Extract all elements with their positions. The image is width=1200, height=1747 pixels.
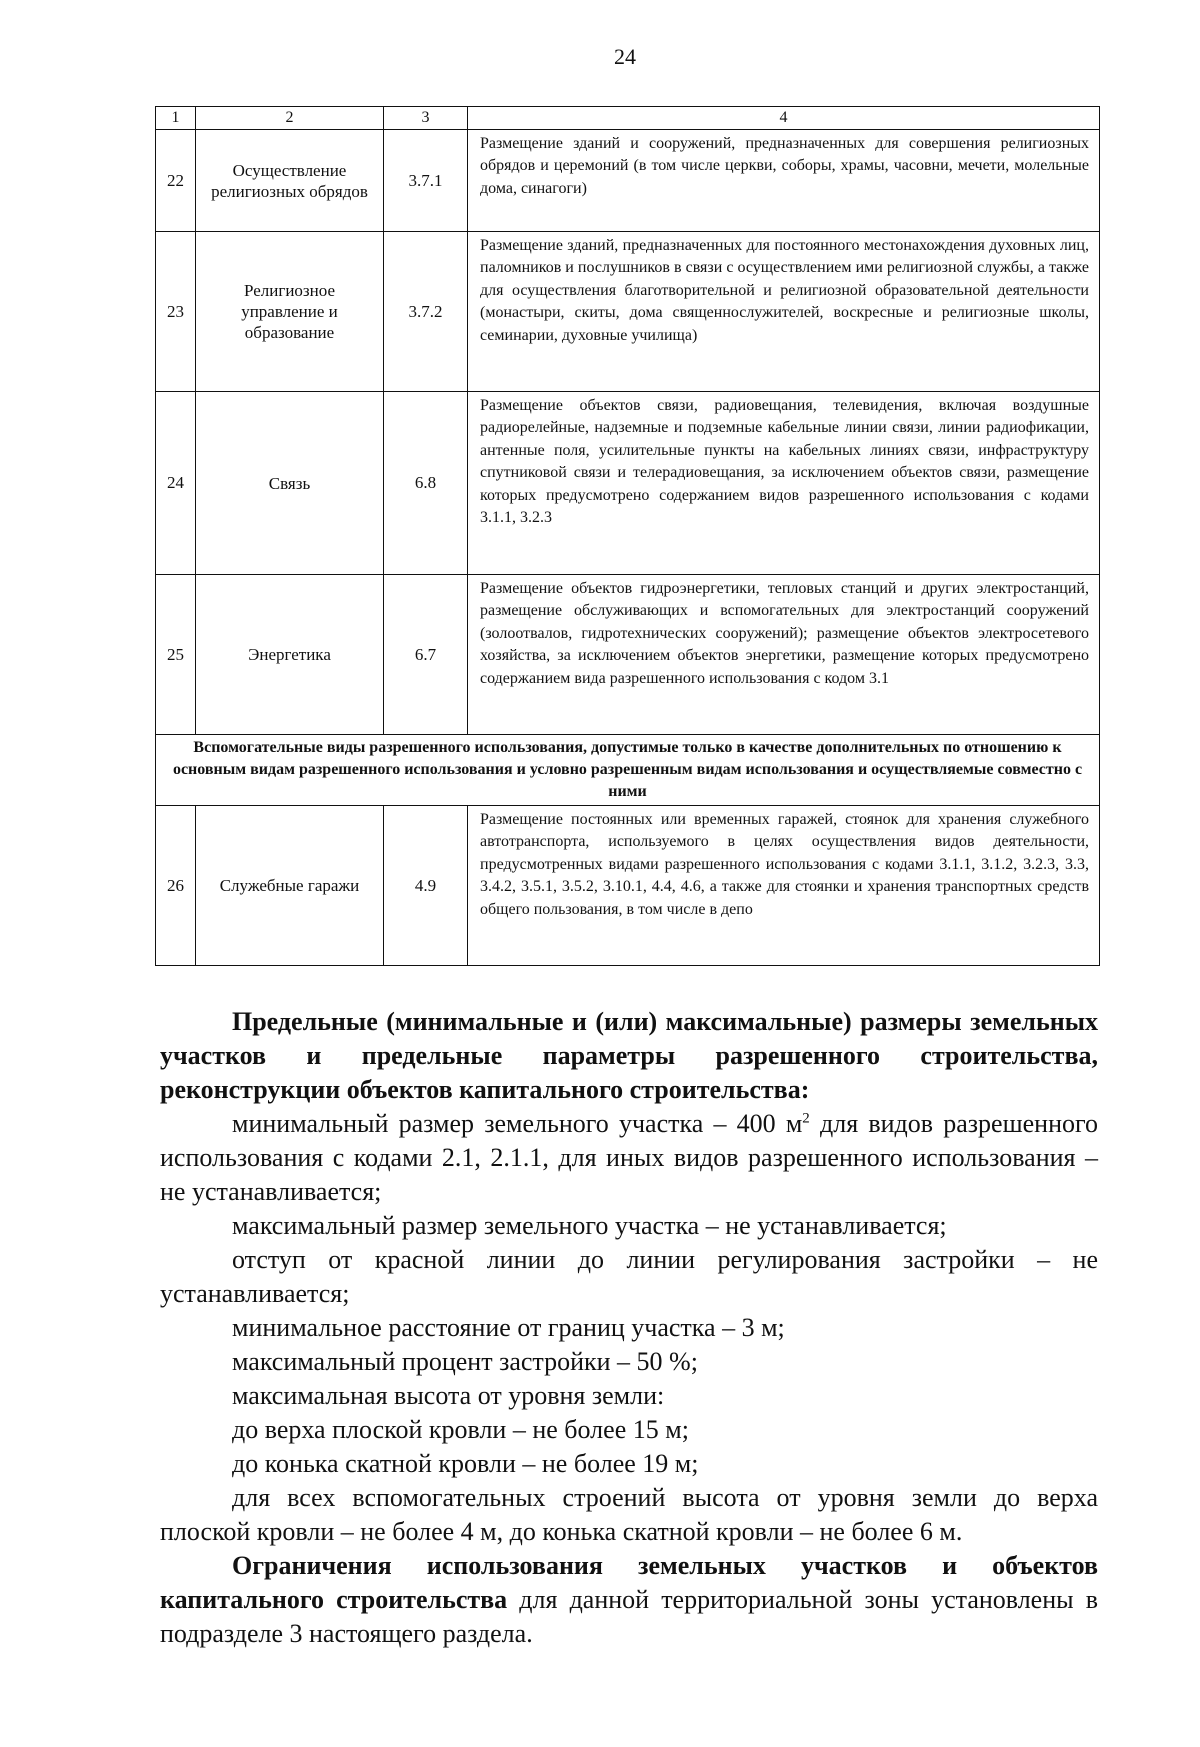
table-header-row	[156, 107, 1100, 130]
restrictions-text: для данной территориальной зоны установлены в подразделе 3 настоящего раздела.	[160, 1585, 1098, 1648]
limits-heading: Предельные (минимальные и (или) максимальные) размеры земельных участков и предельные параметры разрешенного строительства, реконструкции объектов капитального строительства:	[160, 1007, 1098, 1104]
description-text: Размещение объектов связи, радиовещания, телевидения, включая воздушные радиорелейные, надземные и подземные кабельные линии связи, линии радиофикации, антенные поля, усилительные пункты на кабельных линиях связи, инфраструктуру спутниковой связи и телерадиовещания, за исключением объектов связи, размещение которых предусмотрено содержанием видов разрешенного использования с кодами 3.1.1, 3.2.3	[480, 397, 1089, 527]
max-coverage-paragraph: максимальный процент застройки – 50 %;	[232, 1347, 698, 1376]
pitched-roof-paragraph: до конька скатной кровли – не более 19 м;	[232, 1449, 699, 1478]
use-type-name: Энергетика	[196, 575, 384, 735]
limits-section	[160, 1005, 1098, 1651]
min-distance-paragraph: минимальное расстояние от границ участка – 3 м;	[232, 1313, 785, 1342]
use-type-name: Осуществление религиозных обрядов	[196, 130, 384, 232]
description-text: Размещение зданий и сооружений, предназначенных для совершения религиозных обрядов и церемоний (в том числе церкви, соборы, храмы, часовни, мечети, молельные дома, синагоги)	[480, 135, 1089, 197]
setback-paragraph: отступ от красной линии до линии регулирования застройки – не устанавливается;	[160, 1245, 1098, 1308]
row-number: 24	[156, 392, 196, 575]
min-area-paragraph	[160, 1107, 1098, 1209]
use-type-code: 3.7.2	[384, 232, 468, 392]
auxiliary-uses-heading: Вспомогательные виды разрешенного использования, допустимые только в качестве дополнительных по отношению к основным видам разрешенного использования и условно разрешенным видам использования и осуществляемые совместно с ними	[156, 735, 1100, 806]
restrictions-paragraph	[160, 1549, 1098, 1651]
section-header-row	[156, 735, 1100, 806]
use-type-description	[468, 232, 1100, 392]
table-row	[156, 130, 1100, 232]
area-unit-superscript: 2	[802, 1110, 810, 1127]
use-type-description	[468, 575, 1100, 735]
use-type-name: Религиозное управление и образование	[196, 232, 384, 392]
table-row	[156, 575, 1100, 735]
restrictions-bold: Ограничения использования земельных участков и объектов капитального строительства	[160, 1551, 1098, 1614]
table-row	[156, 806, 1100, 966]
column-header: 1	[156, 107, 196, 130]
use-type-code: 3.7.1	[384, 130, 468, 232]
column-header: 4	[468, 107, 1100, 130]
use-type-code: 6.7	[384, 575, 468, 735]
table-row	[156, 392, 1100, 575]
use-type-code: 4.9	[384, 806, 468, 966]
land-use-table	[155, 106, 1100, 966]
max-area-paragraph: максимальный размер земельного участка – не устанавливается;	[232, 1211, 947, 1240]
description-text: Размещение зданий, предназначенных для постоянного местонахождения духовных лиц, паломников и послушников в связи с осуществлением ими религиозной службы, а также для осуществления благотворительной и религиозной образовательной деятельности (монастыри, скиты, дома священнослужителей, воскресные и религиозные школы, семинарии, духовные училища)	[480, 237, 1089, 344]
use-type-name: Связь	[196, 392, 384, 575]
page-number: 24	[614, 44, 636, 69]
column-header: 3	[384, 107, 468, 130]
row-number: 26	[156, 806, 196, 966]
row-number: 22	[156, 130, 196, 232]
table-row	[156, 232, 1100, 392]
use-type-name: Служебные гаражи	[196, 806, 384, 966]
auxiliary-buildings-paragraph: для всех вспомогательных строений высота от уровня земли до верха плоской кровли – не более 4 м, до конька скатной кровли – не более 6 м.	[160, 1483, 1098, 1546]
flat-roof-paragraph: до верха плоской кровли – не более 15 м;	[232, 1415, 689, 1444]
use-type-description	[468, 806, 1100, 966]
column-header: 2	[196, 107, 384, 130]
description-text: Размещение объектов гидроэнергетики, тепловых станций и других электростанций, размещение обслуживающих и вспомогательных для электростанций сооружений (золоотвалов, гидротехнических сооружений); размещение объектов электросетевого хозяйства, за исключением объектов энергетики, размещение которых предусмотрено содержанием вида разрешенного использования с кодом 3.1	[480, 580, 1089, 687]
min-area-text: минимальный размер земельного участка – 400 м	[232, 1109, 803, 1138]
row-number: 25	[156, 575, 196, 735]
use-type-description	[468, 130, 1100, 232]
max-height-label: максимальная высота от уровня земли:	[232, 1381, 665, 1410]
min-area-text-rest: для видов разрешенного использования с кодами 2.1, 2.1.1, для иных видов разрешенного использования – не устанавливается;	[160, 1109, 1098, 1206]
description-text: Размещение постоянных или временных гаражей, стоянок для хранения служебного автотранспорта, используемого в целях осуществления видов деятельности, предусмотренных видами разрешенного использования с кодами 3.1.1, 3.1.2, 3.2.3, 3.3, 3.4.2, 3.5.1, 3.5.2, 3.10.1, 4.4, 4.6, а также для стоянки и хранения транспортных средств общего пользования, в том числе в депо	[480, 811, 1089, 918]
use-type-description	[468, 392, 1100, 575]
use-type-code: 6.8	[384, 392, 468, 575]
row-number: 23	[156, 232, 196, 392]
